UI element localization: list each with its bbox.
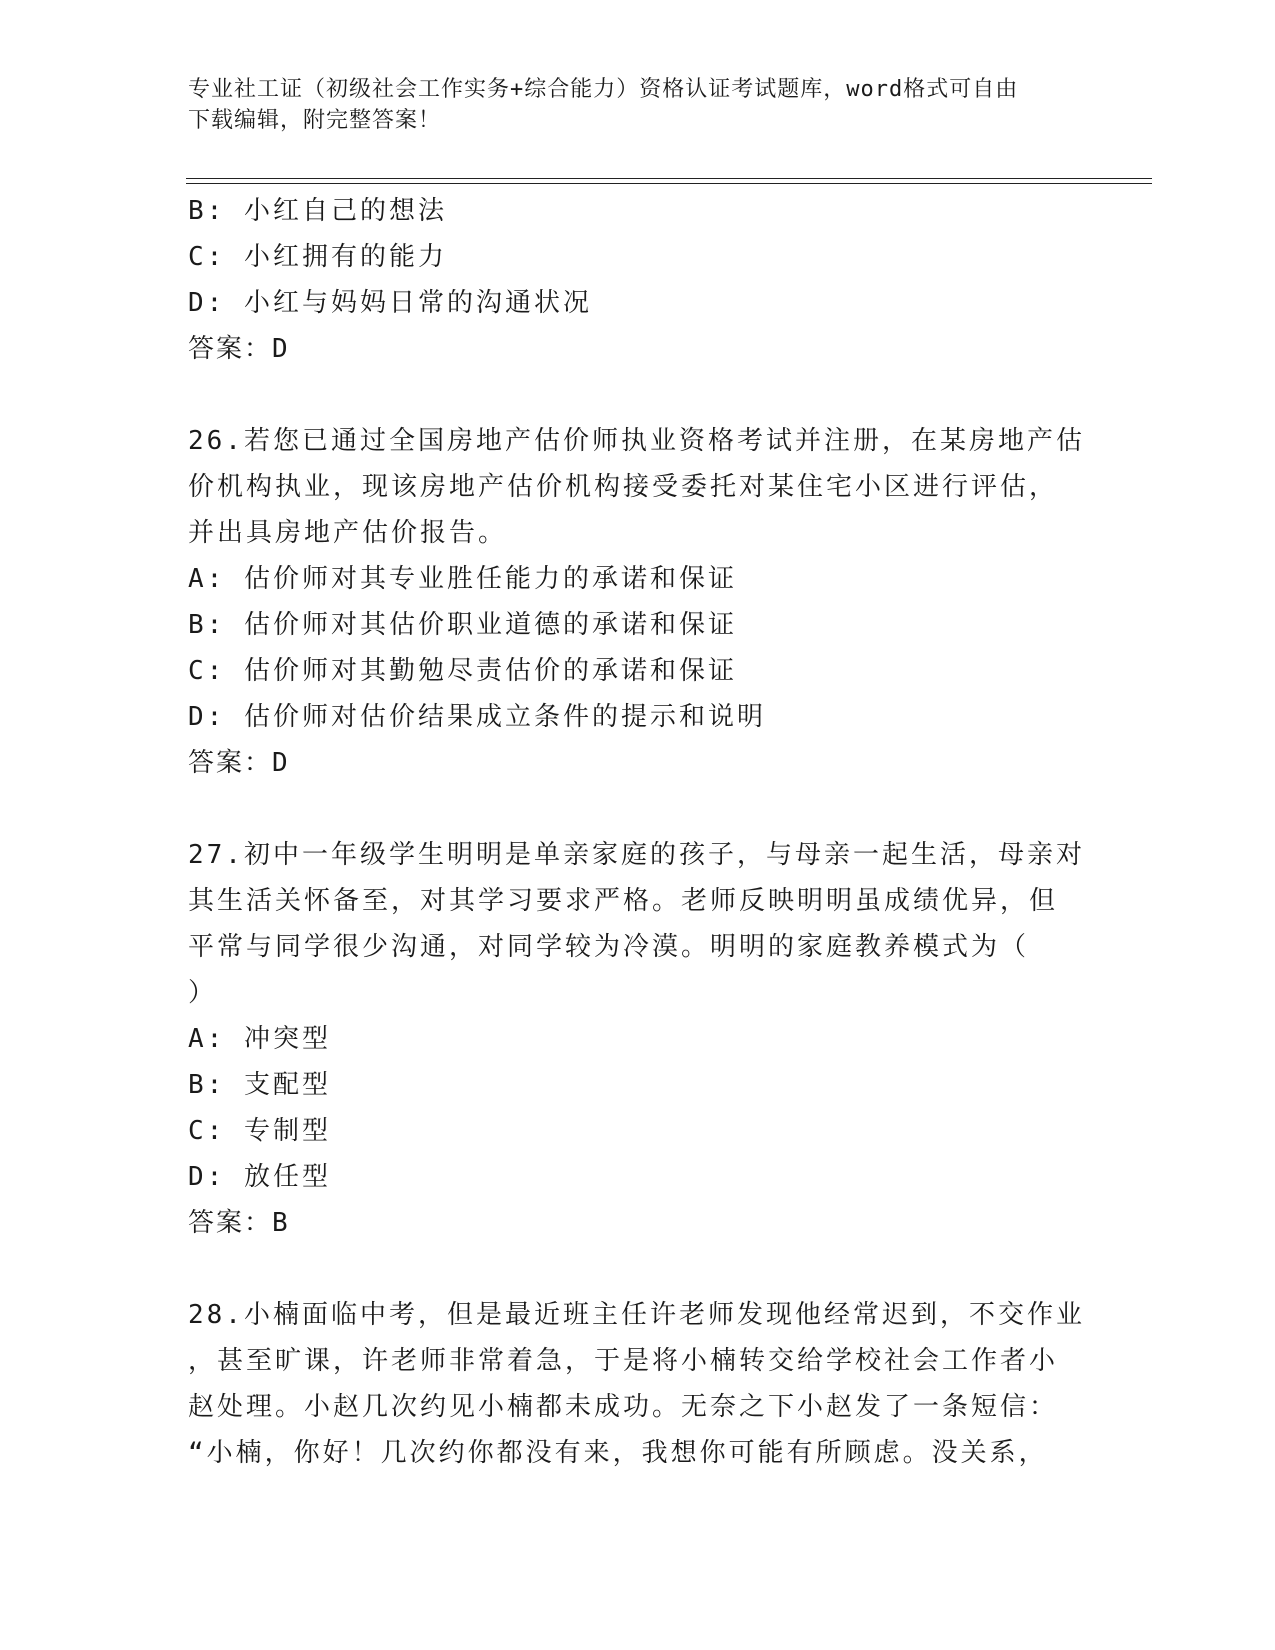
question-stem-line: 并出具房地产估价报告。 bbox=[188, 518, 508, 548]
header-divider-bottom bbox=[186, 183, 1152, 184]
header-divider-top bbox=[186, 178, 1152, 179]
answer: 答案：B bbox=[188, 1208, 290, 1238]
header-line-1: 专业社工证（初级社会工作实务+综合能力）资格认证考试题库，word格式可自由 bbox=[188, 77, 1019, 102]
question-stem-line: ） bbox=[188, 978, 218, 1008]
answer: 答案：D bbox=[188, 334, 290, 364]
question-stem-line: 28.小楠面临中考，但是最近班主任许老师发现他经常迟到，不交作业 bbox=[188, 1300, 1085, 1330]
question-25 bbox=[188, 188, 1088, 372]
option-b: B: 估价师对其估价职业道德的承诺和保证 bbox=[188, 610, 737, 640]
question-stem-line: 平常与同学很少沟通，对同学较为冷漠。明明的家庭教养模式为（ bbox=[188, 932, 1030, 962]
question-stem-line: ，甚至旷课，许老师非常着急，于是将小楠转交给学校社会工作者小 bbox=[188, 1346, 1059, 1376]
option-a: A: 估价师对其专业胜任能力的承诺和保证 bbox=[188, 564, 737, 594]
option-b: B: 小红自己的想法 bbox=[188, 196, 447, 226]
answer: 答案：D bbox=[188, 748, 290, 778]
option-a: A: 冲突型 bbox=[188, 1024, 331, 1054]
question-27 bbox=[188, 832, 1088, 1246]
question-26 bbox=[188, 418, 1088, 786]
question-28 bbox=[188, 1292, 1088, 1476]
document-header bbox=[188, 74, 1088, 136]
option-c: C: 专制型 bbox=[188, 1116, 331, 1146]
question-stem-line: 27.初中一年级学生明明是单亲家庭的孩子，与母亲一起生活，母亲对 bbox=[188, 840, 1085, 870]
question-stem-line: 价机构执业，现该房地产估价机构接受委托对某住宅小区进行评估， bbox=[188, 472, 1059, 502]
option-d: D: 估价师对估价结果成立条件的提示和说明 bbox=[188, 702, 766, 732]
option-d: D: 小红与妈妈日常的沟通状况 bbox=[188, 288, 592, 318]
spacer bbox=[188, 786, 1088, 832]
option-d: D: 放任型 bbox=[188, 1162, 331, 1192]
spacer bbox=[188, 1246, 1088, 1292]
question-stem-line: 赵处理。小赵几次约见小楠都未成功。无奈之下小赵发了一条短信： bbox=[188, 1392, 1059, 1422]
question-stem-line: “小楠，你好！几次约你都没有来，我想你可能有所顾虑。没关系， bbox=[188, 1438, 1048, 1468]
spacer bbox=[188, 372, 1088, 418]
document-body bbox=[188, 188, 1088, 1476]
option-b: B: 支配型 bbox=[188, 1070, 331, 1100]
header-line-2: 下载编辑，附完整答案！ bbox=[188, 108, 442, 133]
option-c: C: 小红拥有的能力 bbox=[188, 242, 447, 272]
option-c: C: 估价师对其勤勉尽责估价的承诺和保证 bbox=[188, 656, 737, 686]
question-stem-line: 26.若您已通过全国房地产估价师执业资格考试并注册，在某房地产估 bbox=[188, 426, 1085, 456]
question-stem-line: 其生活关怀备至，对其学习要求严格。老师反映明明虽成绩优异，但 bbox=[188, 886, 1059, 916]
